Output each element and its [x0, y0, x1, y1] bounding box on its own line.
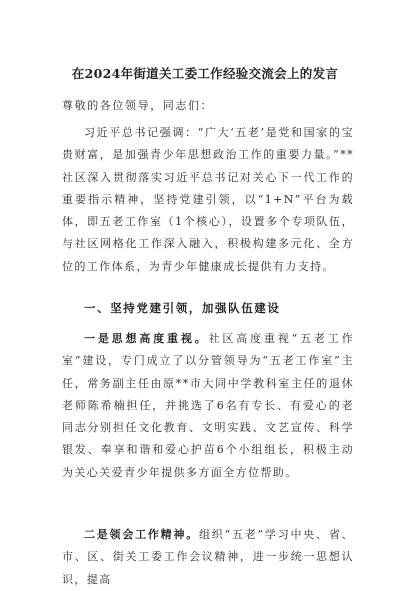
document-title: 在2024年街道关工委工作经验交流会上的发言	[71, 66, 339, 81]
salutation: 尊敬的各位领导，同志们：	[62, 99, 214, 112]
paragraph-body: 组织“五老”学习中央、省、市、区、街关工委工作会议精神，进一步统一思想认识，提高	[62, 528, 354, 586]
paragraph-body: 社区高度重视“五老工作室”建设，专门成立了以分管领导为“五老工作室”主任，常务副主任由原**市大同中学教科室主任的退休老师陈希楠担任，并挑选了6名有专长、有爱心的老同志分别担任文化教育、文明实践、文艺宣传、科学银发、奉享和谐和爱心护苗6个小组组长，积极主动为关心关爱青少年提供多方面全方位帮助。	[62, 332, 354, 479]
paragraph-lead: 二是领会工作精神。	[84, 528, 200, 541]
paragraph-lead: 一是思想高度重视。	[84, 332, 209, 345]
section-heading: 一、坚持党建引领，加强队伍建设	[84, 301, 281, 315]
paragraph-ideology	[62, 328, 354, 484]
paragraph-spirit	[62, 524, 354, 591]
intro-paragraph: 习近平总书记强调：“广大‘五老’是党和国家的宝贵财富，是加强青少年思想政治工作的重要力量。”**社区深入贯彻落实习近平总书记对关心下一代工作的重要指示精神，坚持党建引领，以“1+N”平台为载体，即五老工作室（1个核心），设置多个专项队伍，与社区网格化工作深入融入，积极构建多元化、全方位的工作体系，为青少年健康成长提供有力支持。	[62, 126, 354, 273]
